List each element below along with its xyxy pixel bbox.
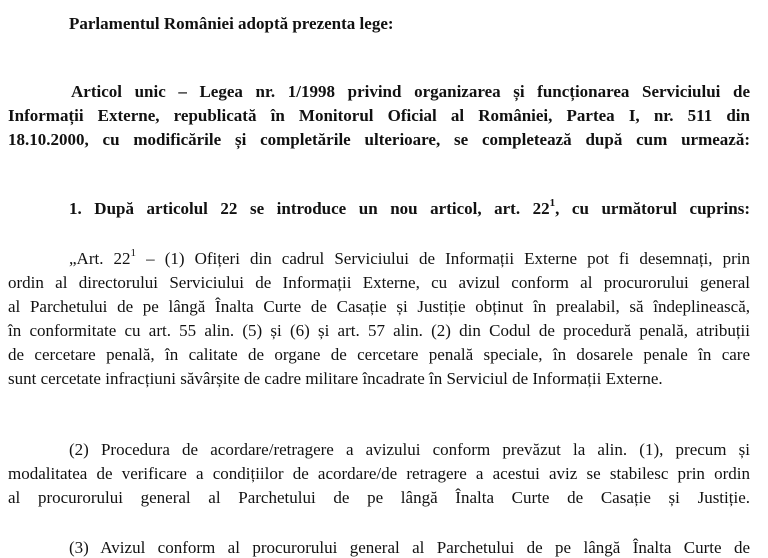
par3-line-1: (3) Avizul conform al procurorului general al Parchetului de pe lângă Înalta Curte de: [69, 538, 750, 557]
par2-line-2: modalitatea de verificare a condițiilor de acordare/de retragere a acestui aviz se stabilesc prin ordin: [8, 464, 750, 483]
point-1-line: [69, 199, 750, 219]
art22-line-4: în conformitate cu art. 55 alin. (5) și (6) și art. 57 alin. (2) din Codul de procedură penală, atribuții: [8, 321, 750, 340]
article-line-3: 18.10.2000, cu modificările și completările ulterioare, se completează după cum urmează:: [8, 130, 750, 149]
point-1-text: 1. După articolul 22 se introduce un nou articol, art. 22: [69, 199, 550, 218]
art22-line-3: al Parchetului de pe lângă Înalta Curte de Casație și Justiție obținut în prealabil, să îndeplinească,: [8, 297, 750, 316]
point-1-sup: 1: [549, 197, 556, 210]
intro-line: Parlamentul României adoptă prezenta lege:: [69, 14, 394, 33]
art22-line-1: [69, 249, 750, 269]
article-line-1: Articol unic – Legea nr. 1/1998 privind organizarea și funcționarea Serviciului de: [71, 82, 750, 101]
art22-text: – (1) Ofițeri din cadrul Serviciului de Informații Externe pot fi desemnați, prin: [136, 249, 750, 268]
par2-line-3: al procurorului general al Parchetului de pe lângă Înalta Curte de Casație și Justiție.: [8, 488, 750, 507]
art22-sup: 1: [130, 247, 137, 260]
art22-line-2: ordin al directorului Serviciului de Informații Externe, cu avizul conform al procurorului general: [8, 273, 750, 292]
art22-heading: „Art. 22: [69, 249, 131, 268]
art22-line-5: de cercetare penală, în calitate de organe de cercetare penală speciale, în dosarele penale în care: [8, 345, 750, 364]
art22-line-6: sunt cercetate infracțiuni săvârșite de cadre militare încadrate în Serviciul de Informații Externe.: [8, 369, 663, 388]
article-line-2: Informații Externe, republicată în Monitorul Oficial al României, Partea I, nr. 511 din: [8, 106, 750, 125]
par2-line-1: (2) Procedura de acordare/retragere a avizului conform prevăzut la alin. (1), precum și: [69, 440, 750, 459]
point-1-tail: , cu următorul cuprins:: [555, 199, 750, 218]
